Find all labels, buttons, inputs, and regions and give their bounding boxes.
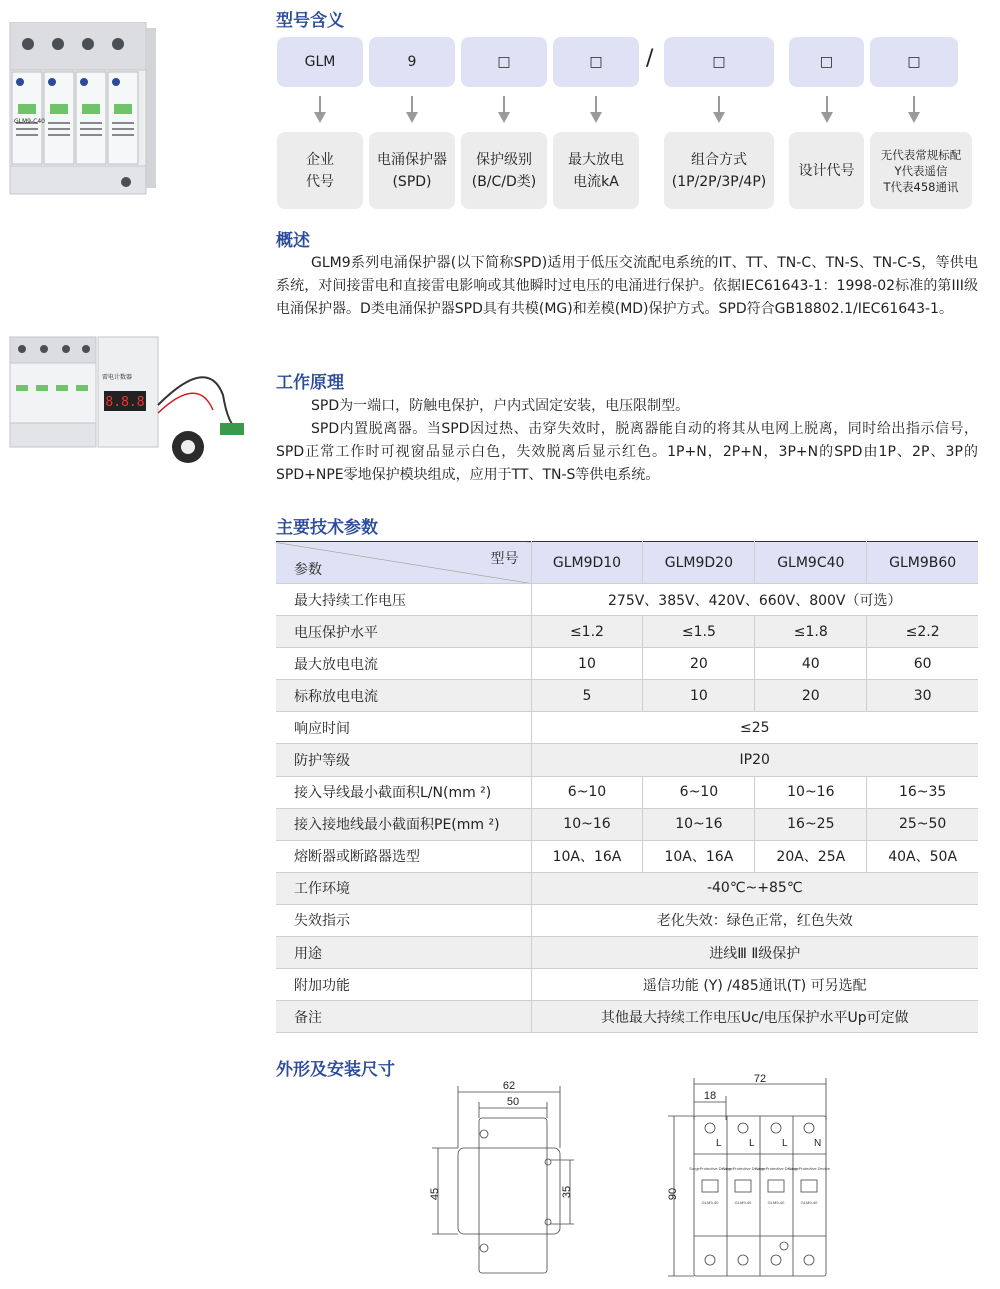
spd-product-photo: [8, 22, 158, 200]
param-value: 10A、16A: [531, 840, 643, 872]
code-box-combination: [664, 37, 774, 87]
param-value: 20A、25A: [755, 840, 867, 872]
principle-text: [276, 395, 978, 487]
table-row: [276, 808, 978, 840]
model-header: GLM9C40: [755, 542, 867, 584]
photo-counter-label: 雷电计数器: [102, 374, 133, 381]
code-box-level: [461, 37, 547, 87]
overview-text: [276, 252, 978, 321]
down-arrow-icon: [406, 96, 418, 124]
param-value: 16~35: [867, 776, 978, 808]
param-value: 10: [531, 648, 643, 680]
down-arrow-icon: [314, 96, 326, 124]
param-value: 10~16: [755, 776, 867, 808]
code-text: □: [712, 54, 726, 70]
module-brand: SurgeProtective Device: [722, 1166, 764, 1171]
param-value: 40A、50A: [867, 840, 978, 872]
down-arrow-icon: [821, 96, 833, 124]
table-row: [276, 616, 978, 648]
param-name: 附加功能: [276, 969, 531, 1001]
table-row: [276, 840, 978, 872]
principle-paragraph-1: SPD为一端口，防触电保护，户内式固定安装，电压限制型。: [311, 398, 690, 414]
params-title: 主要技术参数: [276, 518, 378, 538]
param-value: ≤2.2: [867, 616, 978, 648]
module-brand: SurgeProtective Device: [689, 1166, 731, 1171]
dim-inner-width: 50: [506, 1096, 520, 1108]
overview-paragraph: GLM9系列电涌保护器(以下简称SPD)适用于低压交流配电系统的IT、TT、TN-C、TN-S、TN-C-S，等供电系统，对间接雷电和直接雷电影响或其他瞬时过电压的电涌进行保护。依据IEC61643-1：1998-02标准的第III级电涌保护器。D类电涌保护器SPD具有共模(MG)和差模(MD)保护方式。SPD符合GB18802.1/IEC61643-1。: [276, 255, 978, 317]
param-value: IP20: [531, 744, 978, 776]
desc-options: 无代表常规标配 Y代表遥信 T代表458通讯: [870, 132, 972, 209]
param-value: 20: [643, 648, 755, 680]
param-value: 进线Ⅲ Ⅱ级保护: [531, 937, 978, 969]
single-pole-dimension-drawing: [420, 1078, 590, 1283]
param-value: 10~16: [531, 808, 643, 840]
param-value: 6~10: [643, 776, 755, 808]
module-label: GLM9-40: [800, 1200, 818, 1205]
param-value: 6~10: [531, 776, 643, 808]
param-value: 30: [867, 680, 978, 712]
down-arrow-icon: [908, 96, 920, 124]
param-value: 16~25: [755, 808, 867, 840]
terminal-label: L: [782, 1138, 788, 1149]
table-row: [276, 680, 978, 712]
desc-max-current: 最大放电 电流kA: [553, 132, 639, 209]
module-brand: SurgeProtective Device: [788, 1166, 830, 1171]
param-name: 标称放电电流: [276, 680, 531, 712]
code-text: 9: [407, 54, 417, 70]
param-value: ≤1.8: [755, 616, 867, 648]
code-box-design: [789, 37, 864, 87]
param-value: 10~16: [643, 808, 755, 840]
param-name: 熔断器或断路器选型: [276, 840, 531, 872]
dim-4p-height: 90: [667, 1187, 679, 1201]
param-name: 电压保护水平: [276, 616, 531, 648]
corner-param-label: 参数: [294, 562, 322, 578]
terminal-label: L: [716, 1138, 722, 1149]
param-name: 用途: [276, 937, 531, 969]
corner-model-label: 型号: [490, 551, 519, 567]
code-text: □: [819, 54, 834, 70]
code-text: GLM: [304, 54, 336, 70]
terminal-label: N: [814, 1138, 822, 1149]
param-value: 40: [755, 648, 867, 680]
code-box-series: [369, 37, 455, 87]
code-slash: /: [646, 46, 654, 71]
table-row: [276, 776, 978, 808]
param-value: 遥信功能 (Y) /485通讯(T) 可另选配: [531, 969, 978, 1001]
param-value: 其他最大持续工作电压Uc/电压保护水平Up可定做: [531, 1001, 978, 1033]
param-value: 10A、16A: [643, 840, 755, 872]
dim-total-width: 62: [502, 1080, 516, 1092]
table-row: [276, 937, 978, 969]
code-text: □: [497, 54, 511, 70]
four-pole-dimension-drawing: [664, 1072, 836, 1282]
desc-design-code: 设计代号: [789, 132, 864, 209]
table-row: [276, 969, 978, 1001]
param-value: 20: [755, 680, 867, 712]
code-text: □: [907, 54, 921, 70]
photo-module-label: GLM9-C40: [14, 118, 45, 125]
param-name: 接入接地线最小截面积PE(mm ²): [276, 808, 531, 840]
down-arrow-icon: [590, 96, 602, 124]
photo-counter-digits: [140, 400, 142, 401]
principle-paragraph-2: SPD内置脱离器。当SPD因过热、击穿失效时，脱离器能自动的将其从电网上脱离，同时给出指示信号，SPD正常工作时可视窗品显示白色，失效脱离后显示红色。1P+N，2P+N，3P+N的SPD由1P、2P、3P的SPD+NPE零地保护模块组成，应用于TT、TN-S等供电系统。: [276, 421, 978, 483]
param-value: 10: [643, 680, 755, 712]
desc-company-code: 企业 代号: [277, 132, 363, 209]
down-arrow-icon: [498, 96, 510, 124]
table-row: [276, 872, 978, 904]
param-name: 响应时间: [276, 712, 531, 744]
dim-4p-total: 72: [753, 1073, 767, 1085]
param-name: 最大持续工作电压: [276, 584, 531, 616]
desc-spd: 电涌保护器 (SPD): [369, 132, 455, 209]
dim-4p-pole: 18: [703, 1090, 717, 1102]
param-name: 失效指示: [276, 904, 531, 936]
table-row: [276, 712, 978, 744]
param-name: 工作环境: [276, 872, 531, 904]
code-box-option: [870, 37, 958, 87]
param-value: ≤1.2: [531, 616, 643, 648]
principle-title: 工作原理: [276, 373, 344, 393]
spd-with-counter-photo: [8, 335, 258, 465]
code-box-company: [277, 37, 363, 87]
terminal-label: L: [749, 1138, 755, 1149]
param-value: ≤25: [531, 712, 978, 744]
dim-window: 35: [561, 1185, 573, 1199]
module-brand: SurgeProtective Device: [755, 1166, 797, 1171]
corner-cell: [276, 542, 531, 584]
svg-text:8.8.8: 8.8.8: [105, 395, 145, 410]
table-row: [276, 744, 978, 776]
param-name: 备注: [276, 1001, 531, 1033]
param-value: 275V、385V、420V、660V、800V（可选）: [531, 584, 978, 616]
model-header: GLM9B60: [867, 542, 978, 584]
param-value: 25~50: [867, 808, 978, 840]
dim-height: 45: [429, 1187, 441, 1201]
table-row: [276, 1001, 978, 1033]
param-value: 老化失效：绿色正常，红色失效: [531, 904, 978, 936]
param-name: 防护等级: [276, 744, 531, 776]
spec-table: [276, 541, 978, 1033]
param-value: -40℃~+85℃: [531, 872, 978, 904]
module-label: GLM9-40: [701, 1200, 719, 1205]
desc-combination: 组合方式 (1P/2P/3P/4P): [664, 132, 774, 209]
module-label: GLM9-40: [734, 1200, 752, 1205]
param-name: 接入导线最小截面积L/N(mm ²): [276, 776, 531, 808]
table-header-row: [276, 542, 978, 584]
code-text: □: [589, 54, 603, 70]
table-row: [276, 648, 978, 680]
module-label: GLM9-40: [767, 1200, 785, 1205]
param-value: 60: [867, 648, 978, 680]
param-name: 最大放电电流: [276, 648, 531, 680]
param-value: ≤1.5: [643, 616, 755, 648]
param-value: 5: [531, 680, 643, 712]
model-header: GLM9D20: [643, 542, 755, 584]
down-arrow-icon: [713, 96, 725, 124]
model-meaning-title: 型号含义: [276, 11, 344, 31]
overview-title: 概述: [276, 231, 310, 251]
table-row: [276, 584, 978, 616]
desc-protection-level: 保护级别 (B/C/D类): [461, 132, 547, 209]
code-box-current: [553, 37, 639, 87]
model-header: GLM9D10: [531, 542, 643, 584]
table-row: [276, 904, 978, 936]
dimensions-title: 外形及安装尺寸: [276, 1060, 395, 1080]
